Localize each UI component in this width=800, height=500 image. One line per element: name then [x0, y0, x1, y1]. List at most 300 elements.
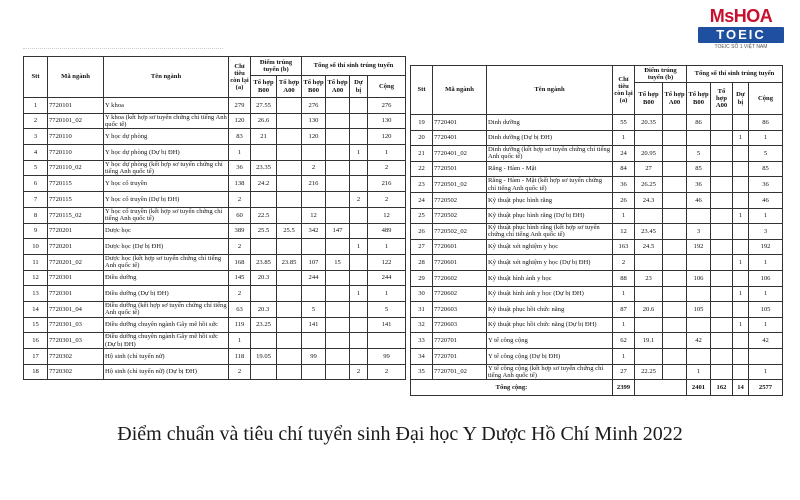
cell-score-a00 [663, 364, 687, 380]
admission-table-right-grid [410, 65, 783, 396]
cell-name: Y học dự phòng (Dự bị ĐH) [104, 145, 229, 161]
cell-reserve [350, 160, 368, 176]
cell-count-a00 [711, 224, 733, 240]
cell-total: 1 [749, 364, 783, 380]
cell-count-a00 [326, 317, 350, 333]
cell-score-b00: 23.25 [251, 317, 277, 333]
cell-total: 5 [368, 301, 406, 317]
cell-name: Dược học (Dự bị ĐH) [104, 239, 229, 255]
cell-stt: 22 [411, 161, 433, 177]
cell-score-a00: 23.85 [277, 254, 302, 270]
cell-count-b00: 105 [687, 302, 711, 318]
cell-quota: 1 [613, 130, 635, 146]
cell-score-b00: 25.5 [251, 223, 277, 239]
cell-score-b00 [251, 239, 277, 255]
cell-reserve [733, 115, 749, 131]
cell-score-b00: 26.6 [251, 113, 277, 129]
cell-score-a00 [663, 130, 687, 146]
cell-reserve [733, 224, 749, 240]
cell-count-b00 [302, 145, 326, 161]
cell-stt: 34 [411, 348, 433, 364]
cell-reserve [350, 113, 368, 129]
cell-stt: 11 [24, 254, 48, 270]
cell-quota: 389 [229, 223, 251, 239]
cell-reserve [350, 176, 368, 192]
cell-count-a00 [711, 130, 733, 146]
cell-name: Y tế công cộng [487, 333, 613, 349]
header-count-a00: Tổ hợp A00 [711, 83, 733, 115]
cell-code: 7720302 [48, 349, 104, 365]
cell-quota: 24 [613, 146, 635, 162]
cell-score-b00: 22.25 [635, 364, 663, 380]
cell-quota: 84 [613, 161, 635, 177]
cell-reserve [350, 207, 368, 223]
cell-total: 86 [749, 115, 783, 131]
cell-quota: 120 [229, 113, 251, 129]
cell-stt: 30 [411, 286, 433, 302]
total-count-b00: 2401 [687, 380, 711, 396]
cell-total: 1 [749, 286, 783, 302]
cell-quota: 1 [229, 145, 251, 161]
cell-score-a00 [277, 192, 302, 208]
cell-name: Y khoa [104, 98, 229, 114]
cell-total: 276 [368, 98, 406, 114]
table-row [24, 364, 406, 380]
cell-name: Kỹ thuật hình ảnh y học (Dự bị ĐH) [487, 286, 613, 302]
cell-quota: 87 [613, 302, 635, 318]
cell-count-b00: 107 [302, 254, 326, 270]
cell-stt: 2 [24, 113, 48, 129]
cell-score-b00: 19.05 [251, 349, 277, 365]
cell-score-b00: 23.45 [635, 224, 663, 240]
cell-score-a00 [277, 176, 302, 192]
cell-score-a00 [277, 98, 302, 114]
cell-score-b00 [251, 192, 277, 208]
cell-count-a00 [711, 255, 733, 271]
cell-reserve: 1 [733, 286, 749, 302]
cell-name: Điều dưỡng chuyên ngành Gây mê hồi sức (Dự bị ĐH) [104, 333, 229, 349]
cell-score-b00: 20.6 [635, 302, 663, 318]
cell-total: 12 [368, 207, 406, 223]
cell-reserve: 1 [350, 145, 368, 161]
header-total: Cộng [749, 83, 783, 115]
cell-stt: 29 [411, 270, 433, 286]
cell-quota: 36 [229, 160, 251, 176]
logo-toeic: TOEIC [698, 27, 784, 43]
cell-score-a00 [663, 146, 687, 162]
cell-count-a00 [326, 207, 350, 223]
cell-name: Dinh dưỡng [487, 115, 613, 131]
cell-count-b00: 276 [302, 98, 326, 114]
cell-count-a00 [326, 301, 350, 317]
cell-name: Y khoa (kết hợp sơ tuyển chứng chỉ tiếng Anh quốc tế) [105, 113, 227, 129]
cell-count-b00: 3 [687, 224, 711, 240]
cell-count-b00 [302, 192, 326, 208]
cell-count-a00 [326, 145, 350, 161]
cell-total [368, 333, 406, 349]
cell-stt: 13 [24, 286, 48, 302]
table-row [411, 255, 783, 271]
cell-name: Kỹ thuật phục hồi chức năng [487, 302, 613, 318]
total-sum: 2577 [749, 380, 783, 396]
cell-score-a00 [277, 145, 302, 161]
header-quota: Chỉ tiêu còn lại (a) [613, 66, 635, 115]
cell-code: 7720301 [48, 270, 104, 286]
cell-quota: 63 [229, 301, 251, 317]
cell-score-b00: 24.3 [635, 192, 663, 208]
cell-quota: 60 [229, 207, 251, 223]
cell-reserve [733, 348, 749, 364]
cell-score-b00: 20.3 [251, 270, 277, 286]
table-row [411, 270, 783, 286]
cell-code: 7720602 [433, 286, 487, 302]
cell-quota: 163 [613, 239, 635, 255]
cell-total: 120 [368, 129, 406, 145]
admission-table-left [23, 56, 405, 380]
cell-count-b00: 120 [302, 129, 326, 145]
cell-count-b00: 46 [687, 192, 711, 208]
cell-quota: 1 [613, 348, 635, 364]
table-row [411, 177, 783, 193]
cell-count-b00 [302, 364, 326, 380]
cell-name: Dược học (kết hợp sơ tuyển chứng chỉ tiếng Anh quốc tế) [104, 254, 229, 270]
cell-score-a00 [663, 286, 687, 302]
cell-name: Kỹ thuật phục hình răng (Dự bị ĐH) [487, 208, 613, 224]
cell-score-b00 [251, 364, 277, 380]
cell-count-a00 [326, 160, 350, 176]
cell-code: 7720301_03 [48, 333, 104, 349]
cell-quota: 2 [229, 192, 251, 208]
cell-name: Kỹ thuật xét nghiệm y học [487, 239, 613, 255]
cell-reserve [350, 301, 368, 317]
logo-tagline: TOEIC SỐ 1 VIỆT NAM [714, 44, 768, 50]
cell-count-b00 [687, 255, 711, 271]
cell-reserve: 1 [350, 239, 368, 255]
cell-code: 7720110 [48, 145, 104, 161]
cell-name: Kỹ thuật phục hình răng (kết hợp sơ tuyển chứng chỉ tiếng Anh quốc tế) [487, 224, 613, 240]
cell-score-a00 [277, 364, 302, 380]
table-row [411, 317, 783, 333]
cell-score-a00 [277, 207, 302, 223]
cell-stt: 9 [24, 223, 48, 239]
total-reserve: 14 [733, 380, 749, 396]
cell-code: 7720502 [433, 208, 487, 224]
cell-score-a00 [663, 161, 687, 177]
cell-quota: 12 [613, 224, 635, 240]
cell-count-b00: 42 [687, 333, 711, 349]
header-score-a00: Tổ hợp A00 [277, 76, 302, 98]
cell-total: 46 [749, 192, 783, 208]
cell-code: 7720115_02 [48, 207, 104, 223]
cell-total: 1 [368, 239, 406, 255]
cell-count-a00 [711, 317, 733, 333]
cell-count-b00: 86 [687, 115, 711, 131]
table-row [24, 239, 406, 255]
table-row [24, 317, 406, 333]
cell-total: 130 [368, 113, 406, 129]
cell-quota: 118 [229, 349, 251, 365]
cell-score-a00 [663, 317, 687, 333]
cell-quota: 2 [229, 239, 251, 255]
cell-total: 141 [368, 317, 406, 333]
header-count-b00: Tổ hợp B00 [302, 76, 326, 98]
image-caption: Điểm chuẩn và tiêu chí tuyển sinh Đại học Y Dược Hồ Chí Minh 2022 [117, 423, 683, 445]
cell-count-a00 [711, 348, 733, 364]
table-row [411, 130, 783, 146]
cell-score-a00 [277, 129, 302, 145]
cell-name: Kỹ thuật hình ảnh y học [487, 270, 613, 286]
cell-code: 7720302 [48, 364, 104, 380]
cell-count-a00 [711, 161, 733, 177]
cell-reserve: 1 [733, 317, 749, 333]
cell-code: 7720110 [48, 129, 104, 145]
mshoa-toeic-logo [694, 6, 788, 52]
cell-total: 2 [368, 192, 406, 208]
cell-count-a00 [711, 286, 733, 302]
cell-reserve [350, 223, 368, 239]
cell-stt: 16 [24, 333, 48, 349]
cell-name: Điều dưỡng [104, 270, 229, 286]
header-code: Mã ngành [433, 66, 487, 115]
header-quota: Chỉ tiêu còn lại (a) [229, 57, 251, 98]
cell-count-b00 [687, 317, 711, 333]
table-row [24, 129, 406, 145]
cell-count-a00 [711, 192, 733, 208]
table-row [411, 208, 783, 224]
table-row [24, 145, 406, 161]
cell-score-a00 [277, 270, 302, 286]
cell-total: 1 [749, 317, 783, 333]
cell-code: 7720101_02 [48, 113, 104, 129]
cell-count-b00 [302, 239, 326, 255]
cell-stt: 24 [411, 192, 433, 208]
cell-stt: 20 [411, 130, 433, 146]
cell-score-a00 [663, 239, 687, 255]
cell-total: 1 [749, 130, 783, 146]
cell-score-a00 [663, 192, 687, 208]
cell-count-b00: 342 [302, 223, 326, 239]
header-count-a00: Tổ hợp A00 [326, 76, 350, 98]
cell-count-a00 [711, 364, 733, 380]
header-name: Tên ngành [104, 57, 229, 98]
cell-score-a00 [277, 301, 302, 317]
cell-code: 7720115 [48, 176, 104, 192]
cell-stt: 7 [24, 192, 48, 208]
cell-reserve: 1 [733, 255, 749, 271]
header-stt: Stt [411, 66, 433, 115]
table-row [24, 270, 406, 286]
cell-count-b00 [687, 208, 711, 224]
cell-quota: 88 [613, 270, 635, 286]
cell-count-b00: 12 [302, 207, 326, 223]
cell-score-a00 [277, 317, 302, 333]
cell-reserve [350, 333, 368, 349]
cell-score-a00 [277, 160, 302, 176]
cell-score-b00: 19.1 [635, 333, 663, 349]
header-count-group: Tổng số thí sinh trúng tuyển [687, 66, 783, 83]
cell-name: Điều dưỡng (kết hợp sơ tuyển chứng chỉ tiếng Anh quốc tế) [105, 302, 227, 317]
cell-count-a00 [326, 270, 350, 286]
cell-name: Hộ sinh (chỉ tuyển nữ) [104, 349, 229, 365]
cell-count-b00: 5 [687, 146, 711, 162]
cell-stt: 14 [24, 301, 48, 317]
cell-count-a00 [326, 349, 350, 365]
table-row [24, 192, 406, 208]
cell-score-b00 [251, 333, 277, 349]
cell-quota: 138 [229, 176, 251, 192]
cell-total: 122 [368, 254, 406, 270]
cell-name: Y tế công cộng (Dự bị ĐH) [487, 348, 613, 364]
cell-count-b00: 2 [302, 160, 326, 176]
cell-name: Dinh dưỡng (Dự bị ĐH) [487, 130, 613, 146]
header-score-group: Điểm trúng tuyển (b) [251, 57, 302, 76]
cell-name: Dinh dưỡng (kết hợp sơ tuyển chứng chỉ tiếng Anh quốc tế) [487, 146, 613, 162]
cell-code: 7720603 [433, 302, 487, 318]
cell-score-a00 [277, 333, 302, 349]
cell-stt: 8 [24, 207, 48, 223]
cell-score-a00 [663, 302, 687, 318]
cell-name: Dược học [104, 223, 229, 239]
logo-brand: MsHOA [709, 6, 773, 26]
cell-score-b00 [251, 145, 277, 161]
cell-count-b00: 130 [302, 113, 326, 129]
cell-score-b00: 20.35 [635, 115, 663, 131]
cell-name: Điều dưỡng (Dự bị ĐH) [104, 286, 229, 302]
cell-score-a00: 25.5 [277, 223, 302, 239]
cell-score-a00 [277, 113, 302, 129]
cell-reserve [733, 146, 749, 162]
cell-stt: 10 [24, 239, 48, 255]
cell-count-b00: 141 [302, 317, 326, 333]
cell-code: 7720701 [433, 348, 487, 364]
cell-name: Y tế công cộng (kết hợp sơ tuyển chứng chỉ tiếng Anh quốc tế) [487, 364, 613, 380]
cell-score-a00 [277, 286, 302, 302]
header-count-group: Tổng số thí sinh trúng tuyển [302, 57, 406, 76]
header-reserve: Dự bị [733, 83, 749, 115]
table-row [411, 224, 783, 240]
cell-count-a00 [711, 208, 733, 224]
cell-total: 244 [368, 270, 406, 286]
cell-reserve [733, 239, 749, 255]
cell-count-a00 [711, 333, 733, 349]
cell-score-b00 [635, 208, 663, 224]
cell-count-a00 [326, 192, 350, 208]
cell-reserve [350, 317, 368, 333]
cell-score-a00 [663, 208, 687, 224]
cell-reserve [350, 349, 368, 365]
admission-table-right [410, 65, 782, 396]
cell-name: Kỹ thuật xét nghiệm y học (Dự bị ĐH) [487, 255, 613, 271]
cell-code: 7720110_02 [48, 160, 104, 176]
cell-name: Y học dự phòng [104, 129, 229, 145]
cell-reserve [350, 98, 368, 114]
cell-count-a00 [326, 113, 350, 129]
cell-total: 2 [368, 364, 406, 380]
cell-score-b00: 22.5 [251, 207, 277, 223]
header-score-b00: Tổ hợp B00 [251, 76, 277, 98]
cell-score-b00: 27.55 [251, 98, 277, 114]
cell-name: Y học cổ truyền (kết hợp sơ tuyển chứng chỉ tiếng Anh quốc tế) [104, 207, 229, 223]
cell-count-b00: 216 [302, 176, 326, 192]
header-code: Mã ngành [48, 57, 104, 98]
cell-total: 85 [749, 161, 783, 177]
cell-total: 2 [368, 160, 406, 176]
cell-reserve: 1 [733, 208, 749, 224]
cell-total: 1 [749, 208, 783, 224]
cell-quota: 55 [613, 115, 635, 131]
cell-count-a00 [326, 239, 350, 255]
cell-count-b00: 192 [687, 239, 711, 255]
table-row [411, 364, 783, 380]
cell-reserve [733, 192, 749, 208]
total-empty [635, 380, 687, 396]
table-row [24, 286, 406, 302]
cell-code: 7720401 [433, 115, 487, 131]
cell-total: 216 [368, 176, 406, 192]
cell-count-a00 [326, 286, 350, 302]
total-count-a00: 162 [711, 380, 733, 396]
cell-count-a00 [711, 239, 733, 255]
cell-stt: 27 [411, 239, 433, 255]
cell-count-a00 [326, 364, 350, 380]
cell-quota: 168 [229, 254, 251, 270]
cell-stt: 21 [411, 146, 433, 162]
header-count-b00: Tổ hợp B00 [687, 83, 711, 115]
header-stt: Stt [24, 57, 48, 98]
cell-stt: 15 [24, 317, 48, 333]
table-row [411, 239, 783, 255]
cell-score-b00: 24.5 [635, 239, 663, 255]
cell-quota: 83 [229, 129, 251, 145]
table-row [411, 115, 783, 131]
cell-score-b00: 20.3 [251, 301, 277, 317]
cell-score-a00 [663, 115, 687, 131]
cell-stt: 1 [24, 98, 48, 114]
cell-count-b00: 36 [687, 177, 711, 193]
cell-quota: 1 [613, 317, 635, 333]
cell-count-a00 [326, 129, 350, 145]
cell-reserve: 1 [733, 130, 749, 146]
cell-quota: 279 [229, 98, 251, 114]
cell-code: 7720115 [48, 192, 104, 208]
cell-reserve: 2 [350, 364, 368, 380]
cell-code: 7720201 [48, 239, 104, 255]
table-row [24, 223, 406, 239]
cell-reserve: 2 [350, 192, 368, 208]
cell-total: 3 [749, 224, 783, 240]
table-row [411, 286, 783, 302]
cell-reserve [350, 254, 368, 270]
cell-quota: 36 [613, 177, 635, 193]
cell-code: 7720701_02 [433, 364, 487, 380]
cell-count-a00 [711, 177, 733, 193]
cell-name: Kỹ thuật phục hình răng [487, 192, 613, 208]
cell-score-a00 [277, 239, 302, 255]
cell-score-a00 [663, 177, 687, 193]
table-row [411, 192, 783, 208]
header-reserve: Dự bị [350, 76, 368, 98]
cell-count-b00: 106 [687, 270, 711, 286]
table-row [24, 98, 406, 114]
cell-score-b00: 20.95 [635, 146, 663, 162]
cell-score-b00 [635, 130, 663, 146]
table-row [24, 160, 406, 176]
header-total: Cộng [368, 76, 406, 98]
cell-reserve [733, 161, 749, 177]
cell-stt: 35 [411, 364, 433, 380]
cell-score-b00: 26.25 [635, 177, 663, 193]
cell-total: 99 [368, 349, 406, 365]
